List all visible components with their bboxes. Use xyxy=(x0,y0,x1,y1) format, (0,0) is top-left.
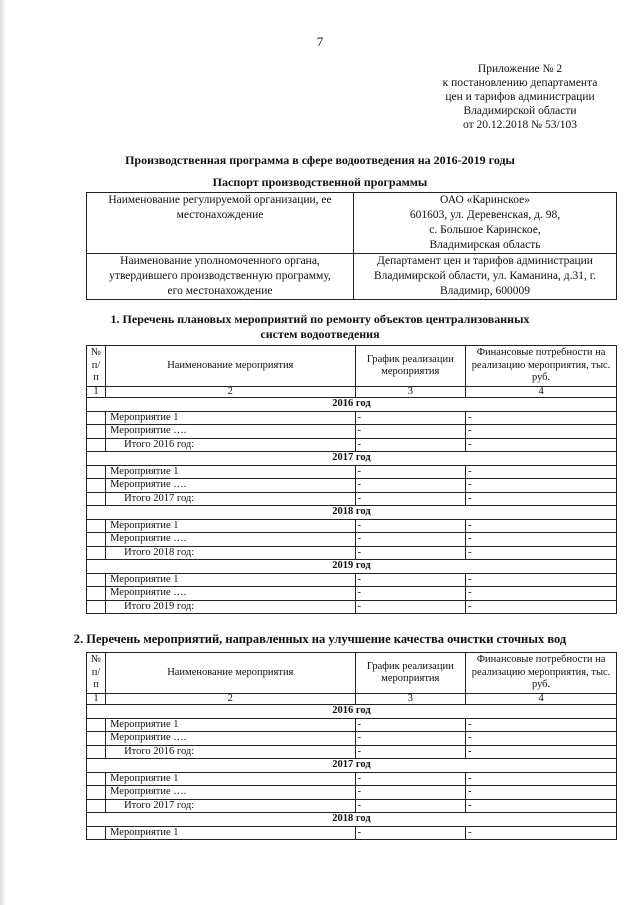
finance-cell: - xyxy=(466,732,617,746)
event-name: Мероприятие …. xyxy=(106,479,355,493)
column-header: Финансовые потребности на реализацию мероприятия, тыс. руб. xyxy=(466,653,617,694)
schedule-cell: - xyxy=(355,745,466,759)
row-number xyxy=(87,799,106,813)
total-row xyxy=(87,600,617,614)
column-header: График реализации мероприятия xyxy=(355,653,466,694)
column-number: 4 xyxy=(466,387,617,398)
schedule-cell: - xyxy=(355,587,466,601)
schedule-cell: - xyxy=(355,411,466,425)
passport-label xyxy=(87,193,354,254)
schedule-cell: - xyxy=(355,772,466,786)
passport-value-line: Департамент цен и тарифов администрации xyxy=(377,255,593,267)
schedule-cell: - xyxy=(355,533,466,547)
table-row xyxy=(87,587,617,601)
event-name: Мероприятие 1 xyxy=(106,465,355,479)
schedule-cell: - xyxy=(355,438,466,452)
event-name: Мероприятие …. xyxy=(106,786,355,800)
year-label: 2017 год xyxy=(87,759,617,773)
year-row xyxy=(87,705,617,719)
column-header: График реализации мероприятия xyxy=(355,346,466,387)
schedule-cell: - xyxy=(355,718,466,732)
page-number: 7 xyxy=(316,34,324,49)
year-label: 2017 год xyxy=(87,452,617,466)
finance-cell: - xyxy=(466,425,617,439)
header-row xyxy=(87,346,617,387)
schedule-cell: - xyxy=(355,425,466,439)
finance-cell: - xyxy=(466,587,617,601)
scan-edge xyxy=(0,0,6,905)
table-row xyxy=(87,411,617,425)
row-number xyxy=(87,465,106,479)
passport-label-line: утвердившего производственную программу, xyxy=(109,270,331,282)
table-row xyxy=(87,826,617,840)
column-header: Наименование мероприятия xyxy=(106,653,355,694)
finance-cell: - xyxy=(466,519,617,533)
section-2-title xyxy=(0,632,640,647)
year-label: 2019 год xyxy=(87,560,617,574)
section-title-line: 2. Перечень мероприятий, направленных на улучшение качества очистки сточных вод xyxy=(73,632,567,646)
row-number xyxy=(87,533,106,547)
table-row xyxy=(87,479,617,493)
table-row xyxy=(87,425,617,439)
year-row xyxy=(87,452,617,466)
table-row xyxy=(87,465,617,479)
schedule-cell: - xyxy=(355,465,466,479)
event-name: Итого 2016 год: xyxy=(106,745,355,759)
event-name: Итого 2017 год: xyxy=(106,492,355,506)
column-header: № п/п xyxy=(87,653,106,694)
row-number xyxy=(87,573,106,587)
year-row xyxy=(87,398,617,412)
column-number: 2 xyxy=(106,694,355,705)
year-label: 2018 год xyxy=(87,506,617,520)
schedule-cell: - xyxy=(355,732,466,746)
column-number: 1 xyxy=(87,694,106,705)
section-title-line: систем водоотведения xyxy=(260,327,380,341)
table-row xyxy=(87,772,617,786)
event-name: Мероприятие 1 xyxy=(106,519,355,533)
column-header: № п/п xyxy=(87,346,106,387)
document-title: Производственная программа в сфере водоотведения на 2016-2019 годы xyxy=(125,153,515,167)
finance-cell: - xyxy=(466,573,617,587)
column-number: 4 xyxy=(466,694,617,705)
column-number: 1 xyxy=(87,387,106,398)
column-number-row xyxy=(87,694,617,705)
row-number xyxy=(87,587,106,601)
row-number xyxy=(87,600,106,614)
passport-label xyxy=(87,254,354,300)
column-number: 2 xyxy=(106,387,355,398)
finance-cell: - xyxy=(466,479,617,493)
header-row xyxy=(87,653,617,694)
finance-cell: - xyxy=(466,786,617,800)
section-title-line: 1. Перечень плановых мероприятий по ремонту объектов централизованных xyxy=(110,312,530,326)
passport-row xyxy=(87,254,617,300)
appendix-block xyxy=(420,62,620,132)
column-number: 3 xyxy=(355,694,466,705)
year-row xyxy=(87,759,617,773)
finance-cell: - xyxy=(466,438,617,452)
event-name: Мероприятие 1 xyxy=(106,573,355,587)
event-name: Итого 2016 год: xyxy=(106,438,355,452)
column-number: 3 xyxy=(355,387,466,398)
finance-cell: - xyxy=(466,772,617,786)
year-label: 2016 год xyxy=(87,398,617,412)
total-row xyxy=(87,745,617,759)
event-name: Мероприятие 1 xyxy=(106,718,355,732)
finance-cell: - xyxy=(466,465,617,479)
schedule-cell: - xyxy=(355,786,466,800)
finance-cell: - xyxy=(466,411,617,425)
passport-label-line: Наименование уполномоченного органа, xyxy=(120,255,320,267)
row-number xyxy=(87,786,106,800)
schedule-cell: - xyxy=(355,600,466,614)
total-row xyxy=(87,799,617,813)
table-row xyxy=(87,732,617,746)
table-row xyxy=(87,533,617,547)
passport-label-line: его местонахождение xyxy=(167,285,273,297)
schedule-cell: - xyxy=(355,799,466,813)
row-number xyxy=(87,411,106,425)
row-number xyxy=(87,519,106,533)
finance-cell: - xyxy=(466,718,617,732)
finance-cell: - xyxy=(466,600,617,614)
column-header: Наименование мероприятия xyxy=(106,346,355,387)
passport-value-line: ОАО «Каринское» xyxy=(440,194,530,206)
appendix-line: Владимирской области xyxy=(463,105,577,117)
passport-value-line: с. Большое Каринское, xyxy=(429,224,541,236)
passport-value xyxy=(354,254,617,300)
event-name: Мероприятие 1 xyxy=(106,411,355,425)
finance-cell: - xyxy=(466,533,617,547)
table-row xyxy=(87,786,617,800)
row-number xyxy=(87,826,106,840)
section-1-title xyxy=(0,312,640,342)
finance-cell: - xyxy=(466,826,617,840)
event-name: Мероприятие …. xyxy=(106,533,355,547)
finance-cell: - xyxy=(466,546,617,560)
finance-cell: - xyxy=(466,745,617,759)
section-2-table xyxy=(86,652,617,840)
row-number xyxy=(87,718,106,732)
row-number xyxy=(87,425,106,439)
total-row xyxy=(87,438,617,452)
event-name: Итого 2017 год: xyxy=(106,799,355,813)
table-row xyxy=(87,519,617,533)
passport-value-line: 601603, ул. Деревенская, д. 98, xyxy=(409,209,561,221)
section-1-table xyxy=(86,345,617,614)
row-number xyxy=(87,745,106,759)
passport-label-line: местонахождение xyxy=(176,209,264,221)
table-row xyxy=(87,573,617,587)
passport-value-line: Владимирской области, ул. Каманина, д.31, г. xyxy=(373,270,597,282)
passport-table xyxy=(86,192,617,300)
schedule-cell: - xyxy=(355,573,466,587)
finance-cell: - xyxy=(466,492,617,506)
year-label: 2016 год xyxy=(87,705,617,719)
passport-label-line: Наименование регулируемой организации, ее xyxy=(108,194,332,206)
passport-value xyxy=(354,193,617,254)
appendix-line: к постановлению департамента xyxy=(442,77,598,89)
appendix-line: цен и тарифов администрации xyxy=(445,91,595,103)
passport-value-line: Владимир, 600009 xyxy=(440,285,530,297)
event-name: Мероприятие …. xyxy=(106,732,355,746)
year-row xyxy=(87,813,617,827)
row-number xyxy=(87,772,106,786)
appendix-line: Приложение № 2 xyxy=(477,63,563,75)
total-row xyxy=(87,546,617,560)
passport-value-line: Владимирская область xyxy=(429,239,541,251)
event-name: Мероприятие 1 xyxy=(106,772,355,786)
table-row xyxy=(87,718,617,732)
event-name: Итого 2018 год: xyxy=(106,546,355,560)
year-row xyxy=(87,560,617,574)
schedule-cell: - xyxy=(355,519,466,533)
finance-cell: - xyxy=(466,799,617,813)
year-label: 2018 год xyxy=(87,813,617,827)
column-number-row xyxy=(87,387,617,398)
schedule-cell: - xyxy=(355,826,466,840)
row-number xyxy=(87,492,106,506)
passport-title: Паспорт производственной программы xyxy=(212,175,428,189)
row-number xyxy=(87,546,106,560)
schedule-cell: - xyxy=(355,546,466,560)
column-header: Финансовые потребности на реализацию мероприятия, тыс. руб. xyxy=(466,346,617,387)
year-row xyxy=(87,506,617,520)
row-number xyxy=(87,479,106,493)
schedule-cell: - xyxy=(355,479,466,493)
row-number xyxy=(87,438,106,452)
event-name: Мероприятие …. xyxy=(106,587,355,601)
event-name: Мероприятие 1 xyxy=(106,826,355,840)
event-name: Мероприятие …. xyxy=(106,425,355,439)
total-row xyxy=(87,492,617,506)
passport-row xyxy=(87,193,617,254)
event-name: Итого 2019 год: xyxy=(106,600,355,614)
appendix-line: от 20.12.2018 № 53/103 xyxy=(463,119,577,131)
row-number xyxy=(87,732,106,746)
schedule-cell: - xyxy=(355,492,466,506)
